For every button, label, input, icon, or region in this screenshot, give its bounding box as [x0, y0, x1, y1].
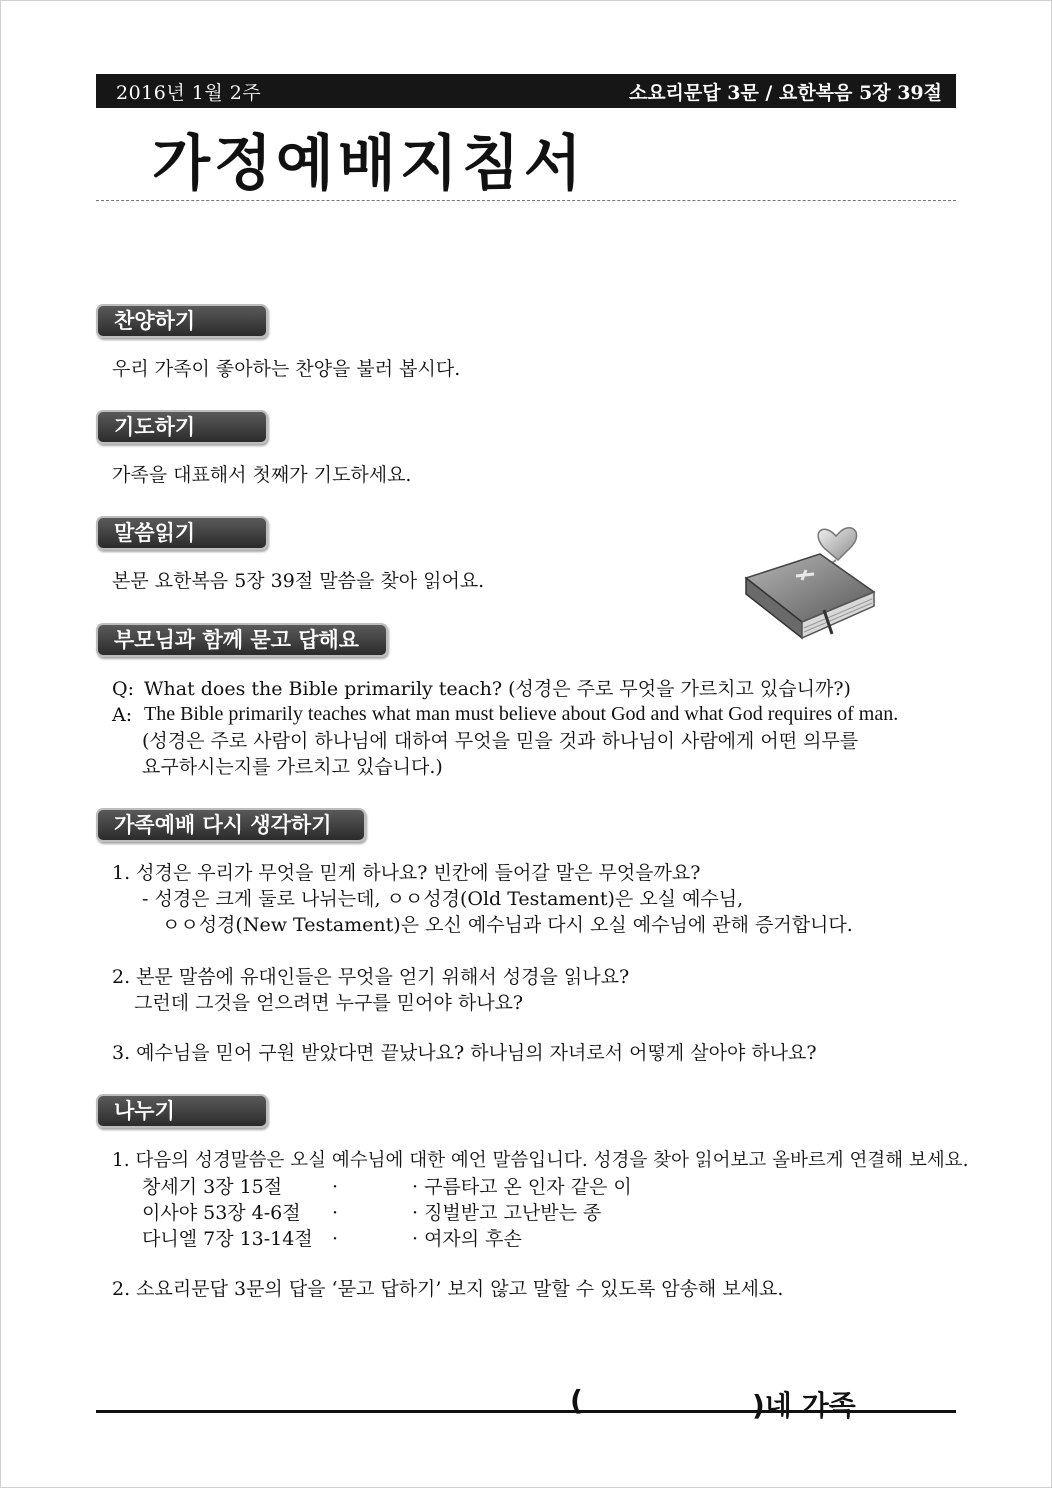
qa-question-prefix: Q:: [112, 678, 134, 700]
header-reference: 소요리문답 3문 / 요한복음 5장 39절: [628, 81, 942, 104]
qa-question: What does the Bible primarily teach? (성경은 주로 무엇을 가르치고 있습니까?): [144, 678, 851, 700]
family-name-suffix: )네 가족: [752, 1389, 856, 1422]
prayer-text: 가족을 대표해서 첫째가 기도하세요.: [112, 464, 412, 486]
title-divider: [96, 200, 956, 201]
sharing-item-2: 2. 소요리문답 3문의 답을 ‘묻고 답하기’ 보지 않고 말할 수 있도록 암송해 보세요.: [112, 1278, 784, 1300]
review-question-1: 1. 성경은 우리가 무엇을 믿게 하나요? 빈칸에 들어갈 말은 무엇을까요?: [112, 862, 701, 884]
section-label-praise: 찬양하기: [96, 304, 268, 338]
review-question-2-line-1: 2. 본문 말씀에 유대인들은 무엇을 얻기 위해서 성경을 읽나요?: [112, 966, 630, 988]
match-ref: 다니엘 7장 13-14절: [142, 1228, 313, 1250]
qa-answer-english: The Bible primarily teaches what man must believe about God and what God requires of man.: [144, 703, 899, 725]
bible-with-heart-icon: [740, 510, 880, 645]
header-date: 2016년 1월 2주: [116, 81, 262, 104]
match-ref: 이사야 53장 4-6절: [142, 1202, 301, 1224]
praise-text: 우리 가족이 좋아하는 찬양을 불러 봅시다.: [112, 358, 461, 380]
section-label-sharing: 나누기: [96, 1094, 268, 1128]
review-question-2-line-2: 그런데 그것을 얻으려면 누구를 믿어야 하나요?: [134, 992, 524, 1014]
review-question-3: 3. 예수님을 믿어 구원 받았다면 끝났나요? 하나님의 자녀로서 어떻게 살아야 하나요?: [112, 1042, 817, 1064]
family-name-open-paren: (: [570, 1384, 583, 1417]
match-desc: · 구름타고 온 인자 같은 이: [412, 1176, 632, 1198]
qa-answer-prefix: A:: [112, 704, 133, 726]
bottom-rule: [96, 1410, 956, 1413]
page-title: 가정예배지침서: [152, 129, 586, 199]
match-ref: 창세기 3장 15절: [142, 1176, 283, 1198]
header-bar: [96, 74, 956, 108]
review-question-1-sub-1: - 성경은 크게 둘로 나뉘는데, ㅇㅇ성경(Old Testament)은 오실 예수님,: [142, 888, 744, 910]
section-label-reading: 말씀읽기: [96, 516, 268, 550]
match-dot: ·: [332, 1202, 339, 1224]
section-label-review: 가족예배 다시 생각하기: [96, 808, 366, 842]
section-label-prayer: 기도하기: [96, 410, 268, 444]
qa-answer-korean-1: (성경은 주로 사람이 하나님에 대하여 무엇을 믿을 것과 하나님이 사람에게 어떤 의무를: [142, 730, 859, 752]
review-question-1-sub-2: ㅇㅇ성경(New Testament)은 오신 예수님과 다시 오실 예수님에 관해 증거합니다.: [162, 914, 853, 936]
match-dot: ·: [332, 1176, 339, 1198]
section-label-qa: 부모님과 함께 묻고 답해요: [96, 623, 388, 657]
qa-answer-korean-2: 요구하시는지를 가르치고 있습니다.): [142, 756, 443, 778]
sharing-item-1: 1. 다음의 성경말씀은 오실 예수님에 대한 예언 말씀입니다. 성경을 찾아 읽어보고 올바르게 연결해 보세요.: [112, 1150, 969, 1171]
match-desc: · 여자의 후손: [412, 1228, 522, 1250]
reading-text: 본문 요한복음 5장 39절 말씀을 찾아 읽어요.: [112, 570, 485, 592]
match-desc: · 징벌받고 고난받는 종: [412, 1202, 602, 1224]
match-dot: ·: [332, 1228, 339, 1250]
